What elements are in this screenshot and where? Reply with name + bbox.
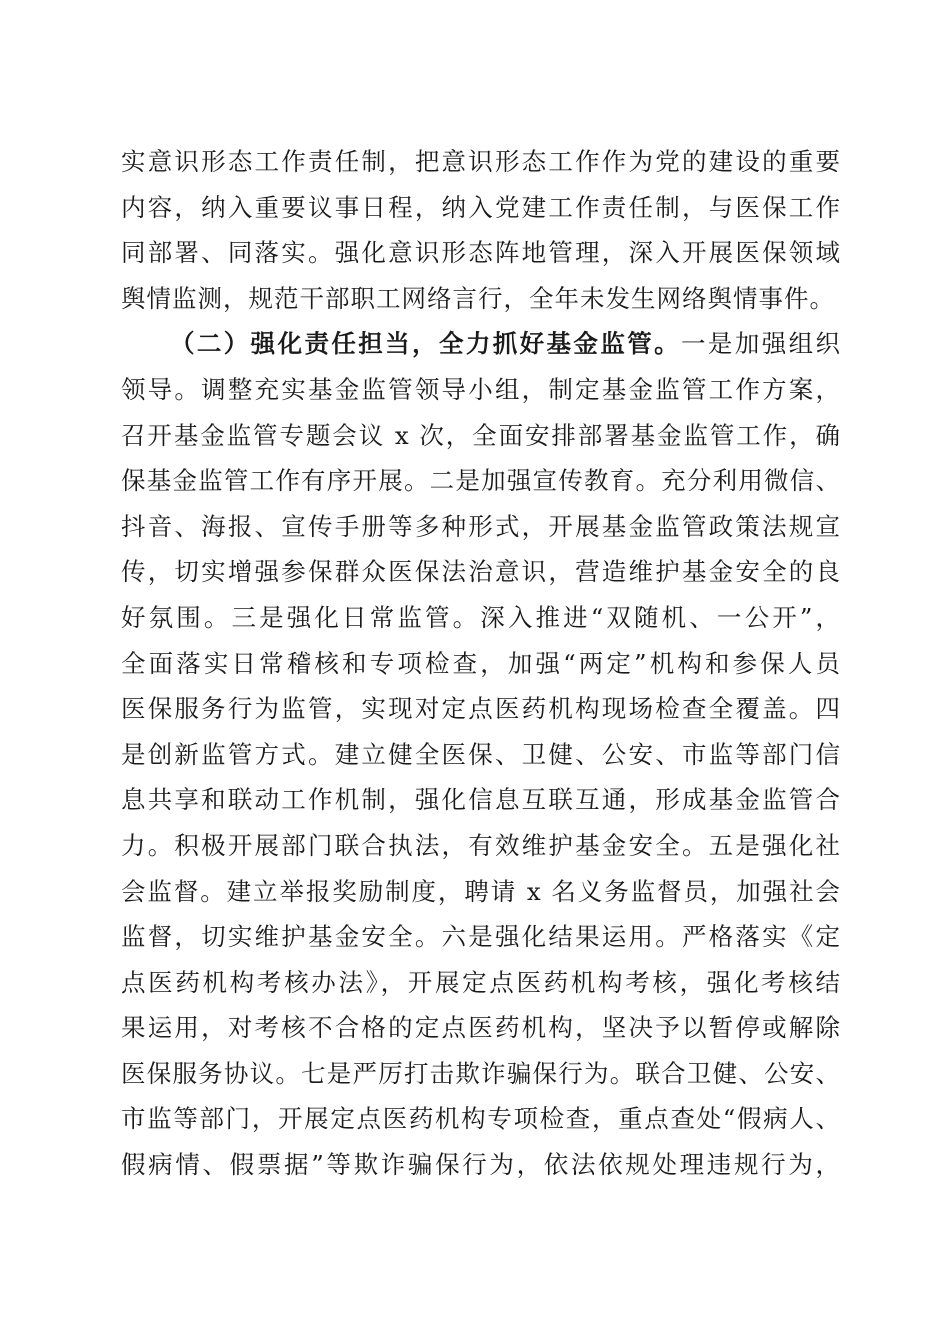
text-line: 同部署、同落实。强化意识形态阵地管理，深入开展医保领域 <box>121 238 841 268</box>
text-line: 市监等部门，开展定点医药机构专项检查，重点查处“假病人、 <box>121 1104 841 1134</box>
text-line: 传，切实增强参保群众医保法治意识，营造维护基金安全的良 <box>121 557 841 587</box>
text-line: 保基金监管工作有序开展。二是加强宣传教育。充分利用微信、 <box>121 466 841 496</box>
text-line: 会监督。建立举报奖励制度，聘请 x 名义务监督员，加强社会 <box>121 876 841 906</box>
body-text <box>121 139 841 1188</box>
text-line: 是创新监管方式。建立健全医保、卫健、公安、市监等部门信 <box>121 739 841 769</box>
text-line: 医保服务协议。七是严厉打击欺诈骗保行为。联合卫健、公安、 <box>121 1058 841 1088</box>
section-heading-continuation: 一是加强组织 <box>681 329 842 359</box>
text-line: 领导。调整充实基金监管领导小组，制定基金监管工作方案， <box>121 374 841 404</box>
text-line: 抖音、海报、宣传手册等多种形式，开展基金监管政策法规宣 <box>121 511 841 541</box>
text-line: 息共享和联动工作机制，强化信息互联互通，形成基金监管合 <box>121 785 841 815</box>
text-line: 医保服务行为监管，实现对定点医药机构现场检查全覆盖。四 <box>121 694 841 724</box>
section-heading-line <box>121 321 841 367</box>
text-line: 好氛围。三是强化日常监管。深入推进“双随机、一公开”， <box>121 602 841 632</box>
text-line: 内容，纳入重要议事日程，纳入党建工作责任制，与医保工作 <box>121 192 841 222</box>
section-heading: （二）强化责任担当，全力抓好基金监管。 <box>170 329 682 359</box>
text-line: 监督，切实维护基金安全。六是强化结果运用。严格落实《定 <box>121 922 841 952</box>
text-line: 果运用，对考核不合格的定点医药机构，坚决予以暂停或解除 <box>121 1013 841 1043</box>
text-line: 全面落实日常稽核和专项检查，加强“两定”机构和参保人员 <box>121 648 841 678</box>
text-line: 假病情、假票据”等欺诈骗保行为，依法依规处理违规行为， <box>121 1150 841 1180</box>
text-line: 点医药机构考核办法》，开展定点医药机构考核，强化考核结 <box>121 967 841 997</box>
text-line: 力。积极开展部门联合执法，有效维护基金安全。五是强化社 <box>121 830 841 860</box>
text-line: 舆情监测，规范干部职工网络言行，全年未发生网络舆情事件。 <box>121 283 835 313</box>
text-line: 实意识形态工作责任制，把意识形态工作作为党的建设的重要 <box>121 147 841 176</box>
text-line: 召开基金监管专题会议 x 次，全面安排部署基金监管工作，确 <box>121 420 841 450</box>
